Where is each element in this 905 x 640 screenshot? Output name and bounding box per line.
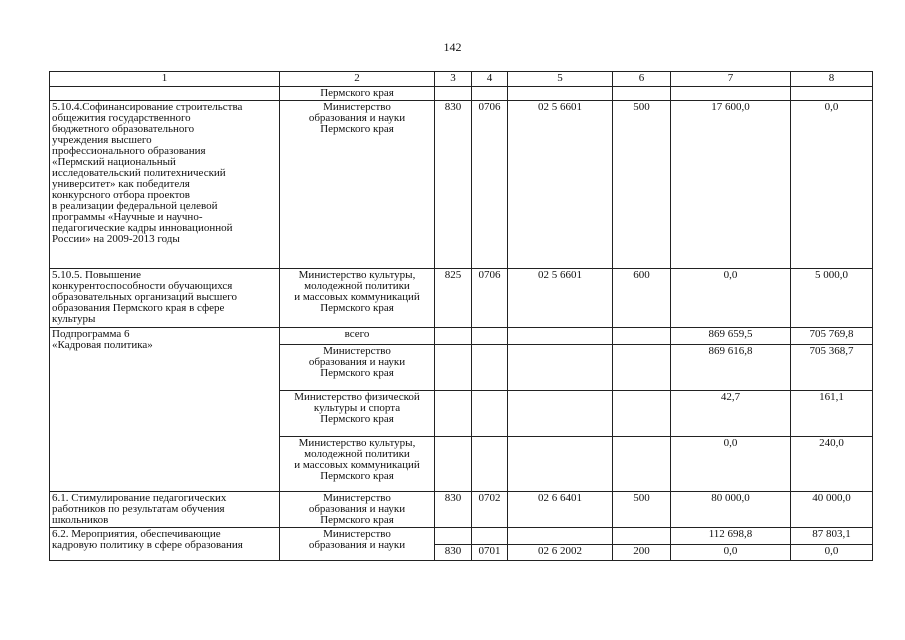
table-row xyxy=(50,87,873,101)
table-cell xyxy=(613,437,671,492)
table-cell xyxy=(613,328,671,345)
page-number: 142 xyxy=(443,40,462,54)
amount-cell: 705 368,7 xyxy=(791,345,873,391)
table-cell xyxy=(472,328,508,345)
table-cell xyxy=(435,345,472,391)
amount-cell: 705 769,8 xyxy=(791,328,873,345)
table-cell xyxy=(613,391,671,437)
table-cell: 500 xyxy=(613,492,671,528)
table-cell xyxy=(435,528,472,545)
table-cell: 0706 xyxy=(472,269,508,328)
table-cell xyxy=(508,345,613,391)
table-cell: 500 xyxy=(613,101,671,269)
amount-cell: 0,0 xyxy=(671,437,791,492)
table-row xyxy=(50,528,873,545)
table-cell xyxy=(508,437,613,492)
amount-cell: 240,0 xyxy=(791,437,873,492)
column-header: 7 xyxy=(671,72,791,87)
table-cell xyxy=(791,87,873,101)
amount-cell: 80 000,0 xyxy=(671,492,791,528)
amount-cell: 869 616,8 xyxy=(671,345,791,391)
table-cell: 825 xyxy=(435,269,472,328)
ministry-cell: Министерство образования и науки xyxy=(280,528,435,561)
table-cell xyxy=(472,528,508,545)
subprogram-name-cell: Подпрограмма 6 «Кадровая политика» xyxy=(50,328,280,492)
amount-cell: 17 600,0 xyxy=(671,101,791,269)
table-cell xyxy=(435,328,472,345)
ministry-cell: Министерство культуры, молодежной политики и массовых коммуникаций Пермского края xyxy=(280,269,435,328)
table-row xyxy=(50,101,873,269)
table-cell: 830 xyxy=(435,101,472,269)
amount-cell: 112 698,8 xyxy=(671,528,791,545)
table-cell xyxy=(508,528,613,545)
amount-cell: 0,0 xyxy=(791,545,873,561)
table-cell xyxy=(613,87,671,101)
ministry-cell: Пермского края xyxy=(280,87,435,101)
table-cell: 02 6 6401 xyxy=(508,492,613,528)
table-cell: 02 6 2002 xyxy=(508,545,613,561)
ministry-cell: всего xyxy=(280,328,435,345)
budget-table xyxy=(49,71,873,561)
table-row xyxy=(50,269,873,328)
column-header: 2 xyxy=(280,72,435,87)
item-name-cell: 5.10.5. Повышение конкурентоспособности обучающихся образовательных организаций высшего образования Пермского края в сфере культуры xyxy=(50,269,280,328)
table-cell xyxy=(508,328,613,345)
header-row xyxy=(50,72,873,87)
table-cell: 02 5 6601 xyxy=(508,101,613,269)
amount-cell: 161,1 xyxy=(791,391,873,437)
table-cell xyxy=(435,391,472,437)
table-cell xyxy=(613,528,671,545)
table-cell: 0701 xyxy=(472,545,508,561)
amount-cell: 40 000,0 xyxy=(791,492,873,528)
table-cell: 200 xyxy=(613,545,671,561)
ministry-cell: Министерство образования и науки Пермского края xyxy=(280,345,435,391)
item-name-cell: 6.2. Мероприятия, обеспечивающие кадровую политику в сфере образования xyxy=(50,528,280,561)
table-cell xyxy=(508,391,613,437)
table-cell xyxy=(472,437,508,492)
amount-cell: 0,0 xyxy=(791,101,873,269)
table-row xyxy=(50,492,873,528)
table-cell: 02 5 6601 xyxy=(508,269,613,328)
ministry-cell: Министерство образования и науки Пермского края xyxy=(280,492,435,528)
column-header: 6 xyxy=(613,72,671,87)
table-cell: 0702 xyxy=(472,492,508,528)
amount-cell: 42,7 xyxy=(671,391,791,437)
column-header: 5 xyxy=(508,72,613,87)
table-cell xyxy=(435,87,472,101)
table-cell xyxy=(671,87,791,101)
column-header: 1 xyxy=(50,72,280,87)
item-name-cell: 6.1. Стимулирование педагогических работников по результатам обучения школьников xyxy=(50,492,280,528)
item-name-cell: 5.10.4.Софинансирование строительства общежития государственного бюджетного образовательного учреждения высшего профессионального образования «Пермский национальный исследовательский политехнический университет» как победителя конкурсного отбора проектов в реализации федеральной целевой программы «Научные и научно- педагогические кадры инновационной России» на 2009-2013 годы xyxy=(50,101,280,269)
column-header: 4 xyxy=(472,72,508,87)
table-cell xyxy=(613,345,671,391)
table-cell: 0706 xyxy=(472,101,508,269)
ministry-cell: Министерство образования и науки Пермского края xyxy=(280,101,435,269)
table-cell xyxy=(50,87,280,101)
ministry-cell: Министерство культуры, молодежной политики и массовых коммуникаций Пермского края xyxy=(280,437,435,492)
column-header: 3 xyxy=(435,72,472,87)
column-header: 8 xyxy=(791,72,873,87)
amount-cell: 5 000,0 xyxy=(791,269,873,328)
amount-cell: 87 803,1 xyxy=(791,528,873,545)
table-cell xyxy=(435,437,472,492)
amount-cell: 869 659,5 xyxy=(671,328,791,345)
amount-cell: 0,0 xyxy=(671,545,791,561)
table-cell: 830 xyxy=(435,545,472,561)
table-cell xyxy=(508,87,613,101)
table-cell: 600 xyxy=(613,269,671,328)
ministry-cell: Министерство физической культуры и спорта Пермского края xyxy=(280,391,435,437)
table-cell xyxy=(472,87,508,101)
table-cell xyxy=(472,345,508,391)
table-cell: 830 xyxy=(435,492,472,528)
table-row xyxy=(50,328,873,345)
table-cell xyxy=(472,391,508,437)
amount-cell: 0,0 xyxy=(671,269,791,328)
